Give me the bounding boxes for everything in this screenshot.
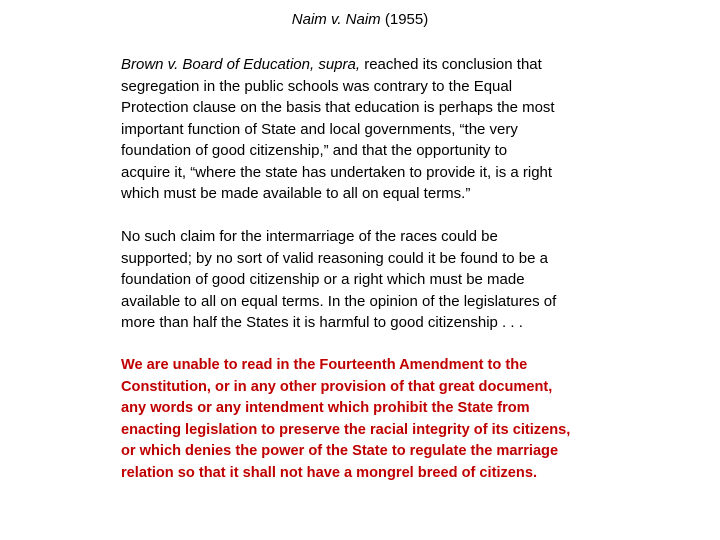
paragraph-line: or which denies the power of the State to regulate the marriage — [121, 443, 559, 459]
paragraph-line: No such claim for the intermarriage of the races could be — [121, 228, 498, 245]
paragraph-line: any words or any intendment which prohibit the State from — [121, 400, 530, 416]
paragraph-line: Constitution, or in any other provision of that great document, — [121, 378, 553, 395]
case-year: (1955) — [384, 11, 429, 28]
quote-paragraph-fourteenth-amendment — [121, 355, 611, 484]
quote-paragraph-intermarriage — [121, 226, 611, 334]
paragraph-line: important function of State and local governments, “the very — [121, 120, 518, 138]
quote-paragraph-brown — [121, 54, 611, 205]
paragraph-line: segregation in the public schools was contrary to the Equal — [121, 77, 513, 95]
paragraph-line: more than half the States it is harmful to good citizenship . . . — [121, 314, 523, 331]
paragraph-line: available to all on equal terms. In the opinion of the legislatures of — [121, 292, 557, 310]
paragraph-line: which must be made available to all on equal terms.” — [121, 185, 471, 202]
paragraph-line: acquire it, “where the state has undertaken to provide it, is a right — [121, 163, 553, 181]
paragraph-line: relation so that it shall not have a mongrel breed of citizens. — [121, 464, 538, 481]
case-citation: Brown v. Board of Education, supra, — [121, 56, 361, 73]
document-title — [0, 10, 720, 30]
paragraph-line: We are unable to read in the Fourteenth Amendment to the — [121, 357, 528, 373]
paragraph-line: foundation of good citizenship or a right which must be made — [121, 271, 525, 288]
case-name: Naim v. Naim — [291, 11, 381, 28]
paragraph-line: Brown v. Board of Education, supra, reached its conclusion that — [121, 56, 542, 73]
paragraph-line: supported; by no sort of valid reasoning could it be found to be a — [121, 249, 548, 267]
paragraph-line: enacting legislation to preserve the racial integrity of its citizens, — [121, 421, 571, 438]
paragraph-line: foundation of good citizenship,” and that the opportunity to — [121, 142, 508, 159]
paragraph-line: Protection clause on the basis that education is perhaps the most — [121, 99, 555, 116]
